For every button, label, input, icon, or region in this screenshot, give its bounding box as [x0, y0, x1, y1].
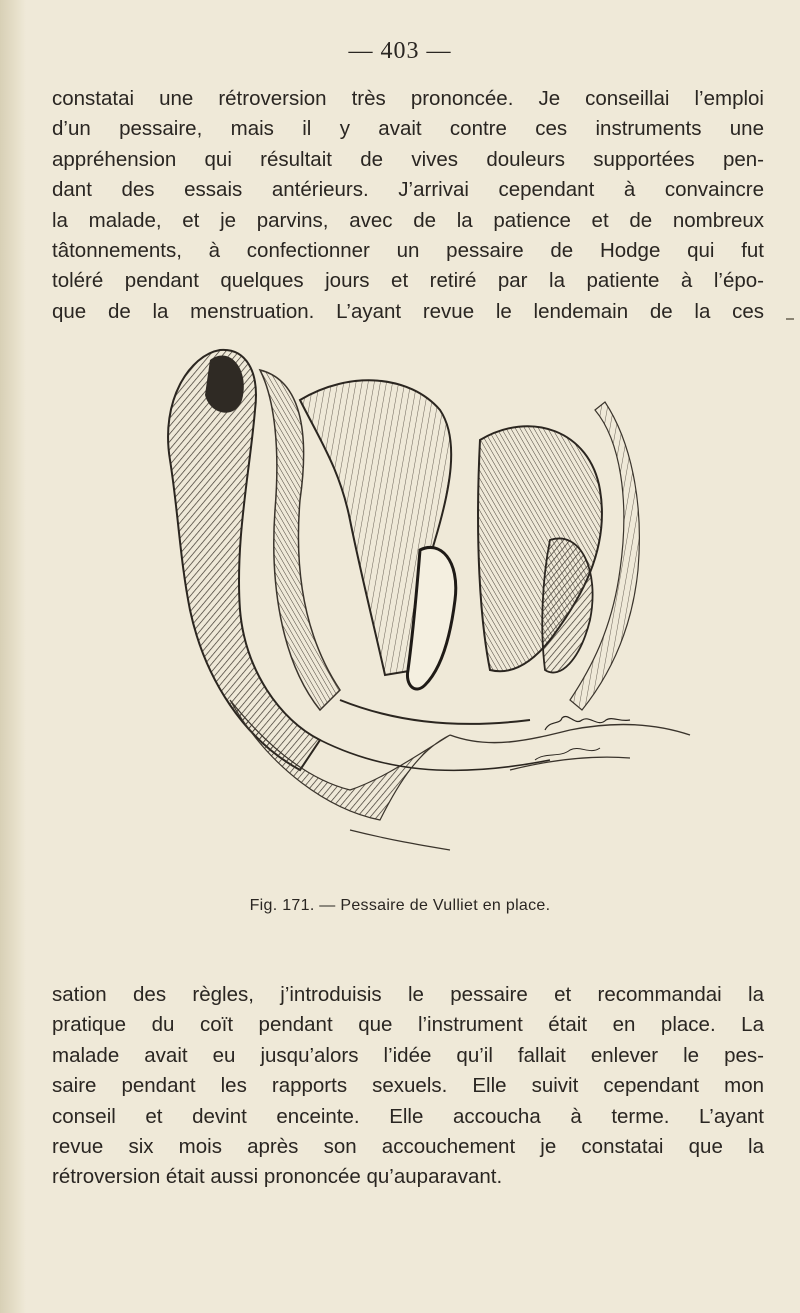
text-line: toléré pendant quelques jours et retiré par la patiente à l’épo- [52, 269, 764, 293]
figure-caption: Fig. 171. — Pessaire de Vulliet en place. [249, 897, 551, 914]
symphysis-shape [542, 538, 592, 672]
pelvis-section-drawing [150, 340, 710, 880]
perineal-skin [450, 725, 690, 743]
text-line: que de la menstruation. L’ayant revue le lendemain de la ces [52, 299, 764, 323]
text-line: la malade, et je parvins, avec de la patience et de nombreux [52, 208, 764, 232]
text-line: appréhension qui résultait de vives douleurs supportées pen- [52, 147, 764, 171]
vaginal-canal [340, 700, 530, 724]
text-line: d’un pessaire, mais il y avait contre ces instruments une [52, 117, 764, 141]
anatomical-illustration [150, 340, 710, 880]
engraver-signature [545, 716, 630, 730]
text-line: constatai une rétroversion très prononcée. Je conseillai l’emploi [52, 87, 764, 110]
margin-mark [786, 318, 794, 320]
text-line: tâtonnements, à confectionner un pessaire de Hodge qui fut [52, 239, 764, 263]
page-number: — 403 — [348, 38, 452, 64]
text-line: revue six mois après son accouchement je constatai que la [52, 1135, 764, 1159]
text-line: dant des essais antérieurs. J’arrivai cependant à convaincre [52, 178, 764, 202]
text-line: conseil et devint enceinte. Elle accoucha à terme. L’ayant [52, 1104, 764, 1128]
text-line: sation des règles, j’introduisis le pessaire et recommandai la [52, 983, 764, 1006]
text-line: saire pendant les rapports sexuels. Elle suivit cependant mon [52, 1074, 764, 1098]
paragraph-top [52, 84, 764, 327]
engraver-signature-2 [535, 748, 600, 760]
thigh-contour [350, 830, 450, 850]
text-line: malade avait eu jusqu’alors l’idée qu’il fallait enlever le pes- [52, 1043, 764, 1067]
text-line: pratique du coït pendant que l’instrument était en place. La [52, 1013, 764, 1037]
page-binding-shadow [0, 0, 26, 1313]
text-line: rétroversion était aussi prononcée qu’auparavant. [52, 1165, 503, 1189]
paragraph-bottom [52, 980, 764, 1193]
